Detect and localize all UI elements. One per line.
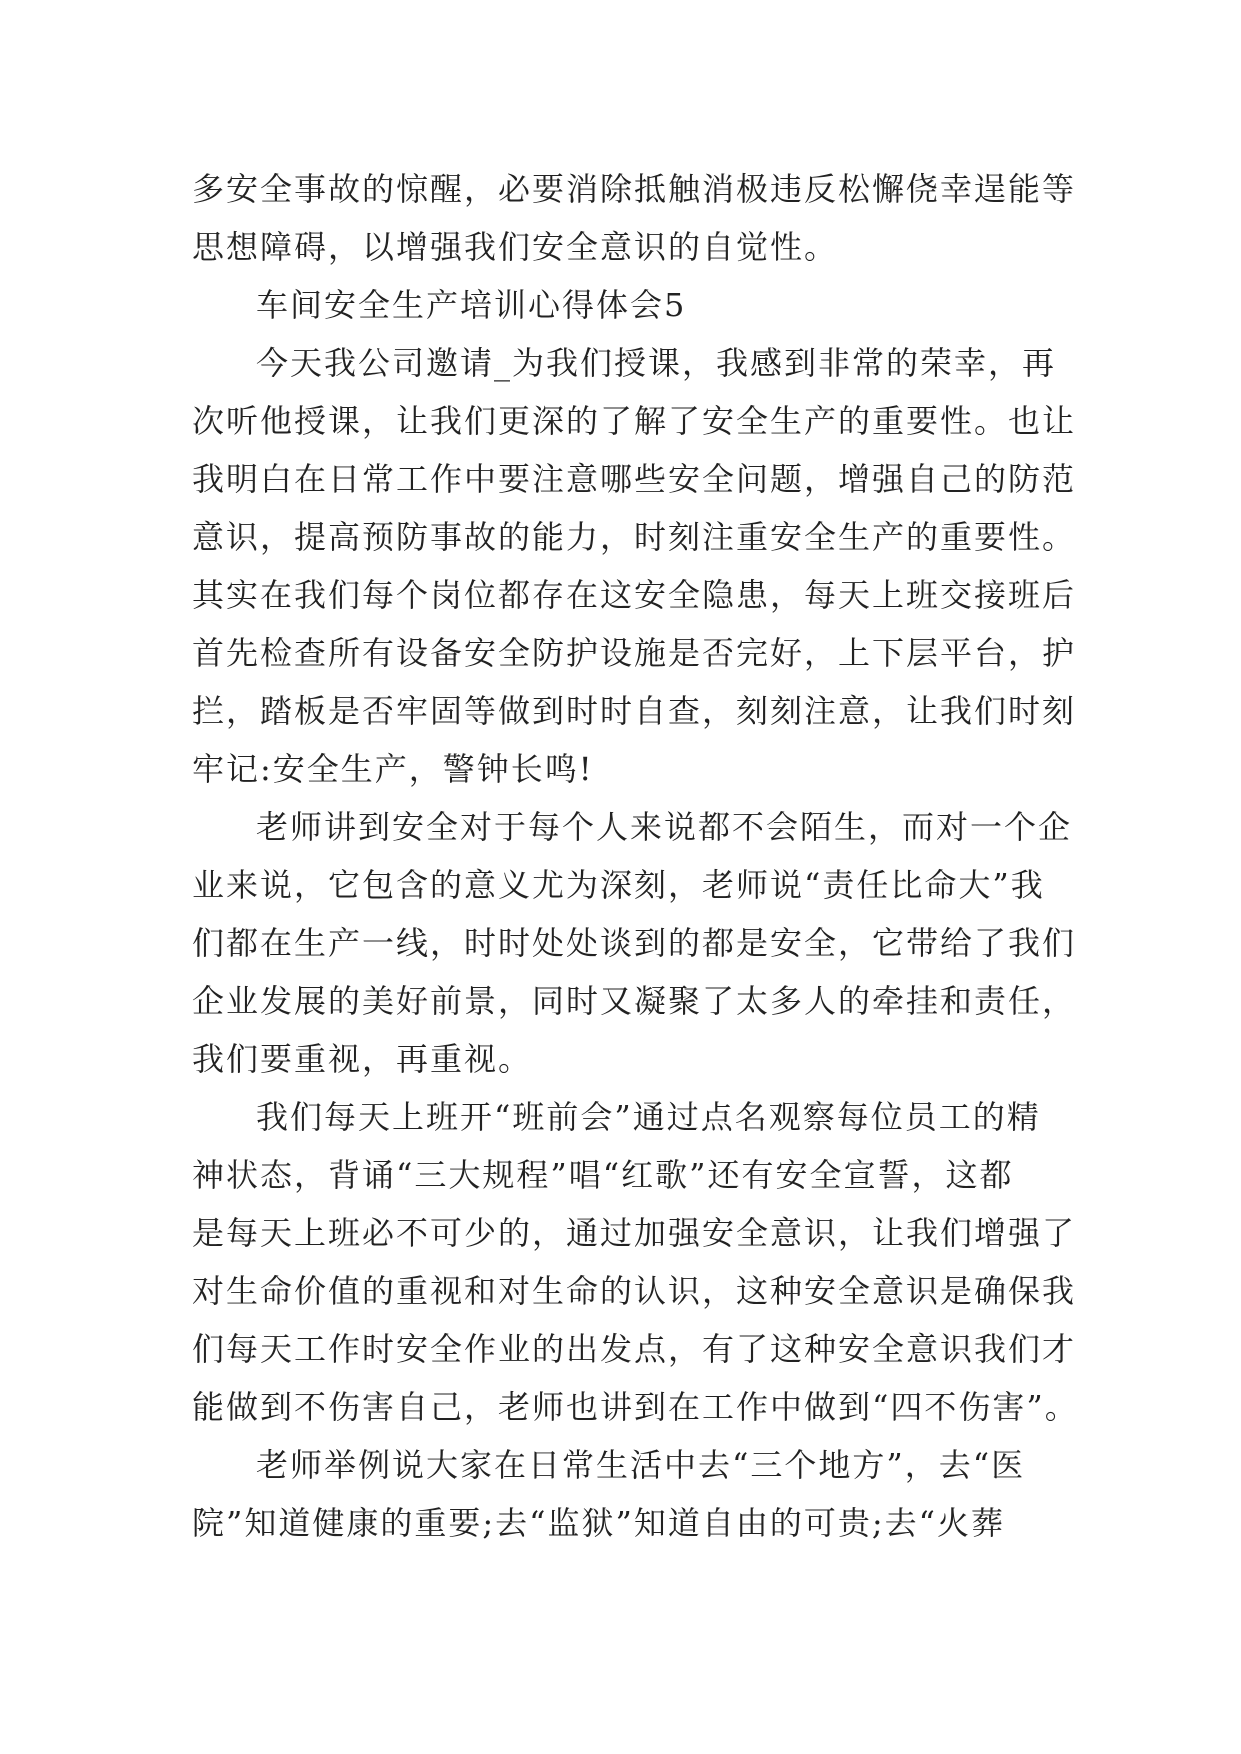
text-line: 对生命价值的重视和对生命的认识，这种安全意识是确保我 bbox=[192, 1272, 1077, 1310]
document-body bbox=[192, 160, 1079, 1552]
paragraph-start: 老师讲到安全对于每个人来说都不会陌生，而对一个企 bbox=[256, 808, 1073, 846]
text-line: 拦，踏板是否牢固等做到时时自查，刻刻注意，让我们时刻 bbox=[192, 692, 1077, 730]
text-line: 次听他授课，让我们更深的了解了安全生产的重要性。也让 bbox=[192, 402, 1077, 440]
text-line: 多安全事故的惊醒，必要消除抵触消极违反松懈侥幸逞能等 bbox=[192, 170, 1077, 208]
paragraph-start: 老师举例说大家在日常生活中去“三个地方”，去“医 bbox=[256, 1446, 1026, 1484]
text-line: 能做到不伤害自己，老师也讲到在工作中做到“四不伤害”。 bbox=[192, 1388, 1079, 1426]
paragraph-start: 我们每天上班开“班前会”通过点名观察每位员工的精 bbox=[256, 1098, 1041, 1136]
text-line: 思想障碍，以增强我们安全意识的自觉性。 bbox=[192, 228, 839, 266]
text-line: 企业发展的美好前景，同时又凝聚了太多人的牵挂和责任， bbox=[192, 982, 1077, 1020]
text-line: 们每天工作时安全作业的出发点，有了这种安全意识我们才 bbox=[192, 1330, 1077, 1368]
text-line: 神状态，背诵“三大规程”唱“红歌”还有安全宣誓，这都 bbox=[192, 1156, 1014, 1194]
text-line: 意识，提高预防事故的能力，时刻注重安全生产的重要性。 bbox=[192, 518, 1077, 556]
text-line: 们都在生产一线，时时处处谈到的都是安全，它带给了我们 bbox=[192, 924, 1077, 962]
text-line: 院”知道健康的重要;去“监狱”知道自由的可贵;去“火葬 bbox=[192, 1504, 1006, 1542]
section-heading: 车间安全生产培训心得体会5 bbox=[256, 286, 687, 324]
text-line: 是每天上班必不可少的，通过加强安全意识，让我们增强了 bbox=[192, 1214, 1077, 1252]
text-line: 其实在我们每个岗位都存在这安全隐患，每天上班交接班后 bbox=[192, 576, 1077, 614]
text-line: 首先检查所有设备安全防护设施是否完好，上下层平台，护 bbox=[192, 634, 1077, 672]
paragraph-start: 今天我公司邀请_为我们授课，我感到非常的荣幸，再 bbox=[256, 344, 1057, 382]
text-line: 牢记:安全生产，警钟长鸣! bbox=[192, 750, 594, 788]
text-line: 业来说，它包含的意义尤为深刻，老师说“责任比命大”我 bbox=[192, 866, 1045, 904]
text-line: 我明白在日常工作中要注意哪些安全问题，增强自己的防范 bbox=[192, 460, 1077, 498]
text-line: 我们要重视，再重视。 bbox=[192, 1040, 533, 1078]
